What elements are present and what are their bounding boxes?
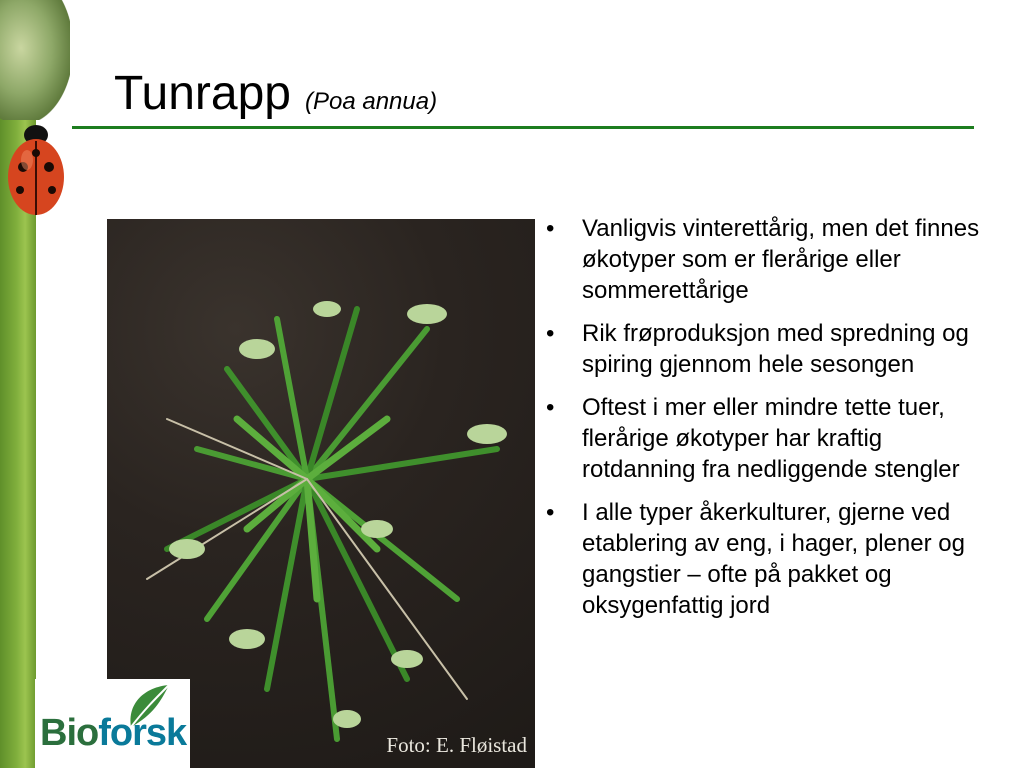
bullet-text: I alle typer åkerkulturer, gjerne ved etablering av eng, i hager, plener og gangstier – ofte på pakket og oksygenfattig jord bbox=[582, 499, 965, 619]
bullet-marker: • bbox=[546, 215, 555, 242]
bullet-text: Vanligvis vinterettårig, men det finnes økotyper som er flerårige eller sommerettårige bbox=[582, 215, 980, 304]
bullet-item bbox=[540, 497, 980, 621]
bullet-list bbox=[540, 213, 980, 633]
bullet-marker: • bbox=[546, 499, 555, 526]
photo-credit: Foto: E. Fløistad bbox=[386, 733, 527, 757]
logo-wordmark bbox=[40, 712, 186, 755]
bullet-text: Oftest i mer eller mindre tette tuer, flerårige økotyper har kraftig rotdanning fra nedliggende stengler bbox=[582, 394, 960, 483]
bioforsk-logo bbox=[35, 679, 190, 768]
logo-text-forsk: forsk bbox=[98, 712, 187, 754]
ladybug-icon bbox=[6, 115, 66, 220]
bullet-marker: • bbox=[546, 320, 555, 347]
decorative-stalk-top bbox=[0, 0, 70, 120]
bullet-item bbox=[540, 213, 980, 306]
title-underline bbox=[72, 126, 974, 129]
logo-text-bio: Bio bbox=[40, 712, 99, 754]
bullet-item bbox=[540, 392, 980, 485]
bullet-text: Rik frøproduksjon med spredning og spiring gjennom hele sesongen bbox=[582, 320, 969, 378]
slide-title bbox=[114, 66, 437, 121]
bullet-marker: • bbox=[546, 394, 555, 421]
title-main: Tunrapp bbox=[114, 67, 291, 120]
title-latin-name: (Poa annua) bbox=[305, 88, 438, 115]
bullet-item bbox=[540, 318, 980, 380]
